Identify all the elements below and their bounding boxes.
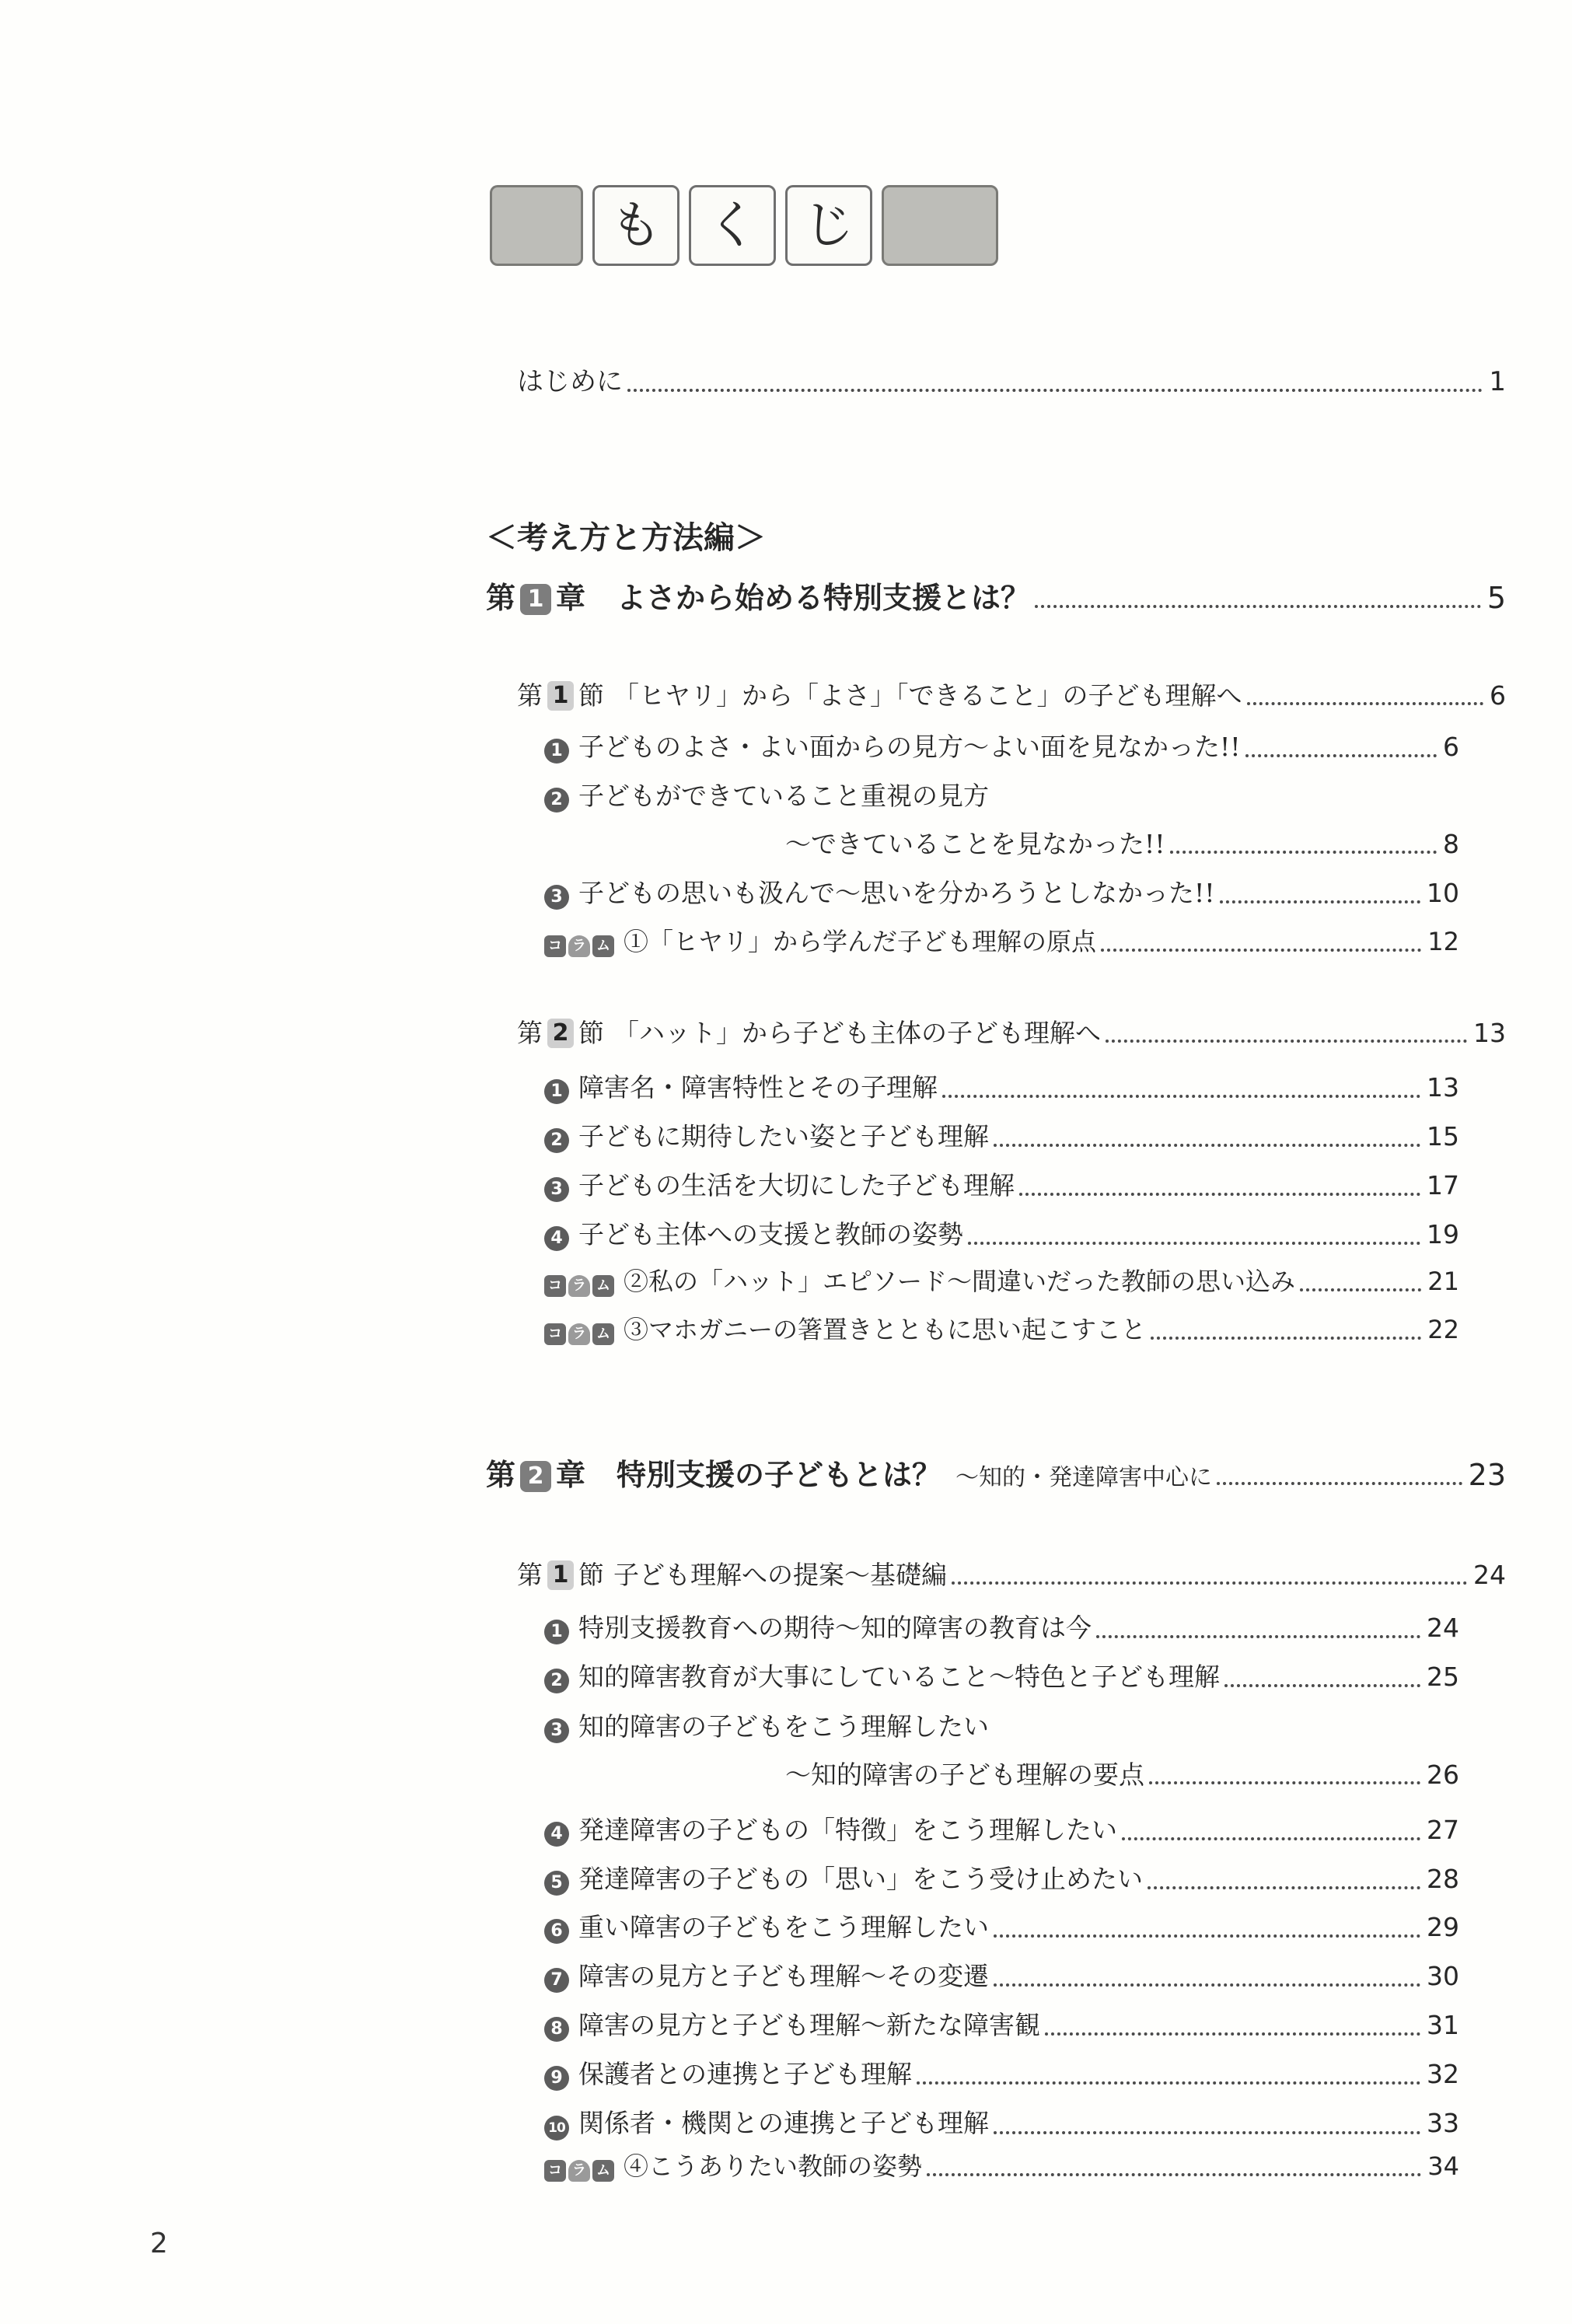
dot-leader	[1245, 754, 1437, 757]
entry-label: 知的障害の子どもをこう理解したい	[578, 1712, 989, 1742]
dot-leader	[994, 1144, 1420, 1147]
number-marker: 3	[544, 1718, 569, 1743]
chapter-title: よさから始める特別支援とは？	[617, 582, 1031, 615]
title-char-2: く	[689, 185, 776, 266]
entry-page: 26	[1427, 1760, 1459, 1790]
title-char-1: も	[592, 185, 679, 266]
dot-leader	[917, 2081, 1420, 2085]
entry-label: 発達障害の子どもの「特徴」をこう理解したい	[578, 1816, 1117, 1845]
section-title: 子ども理解への提案～基礎編	[613, 1560, 947, 1590]
toc-item[interactable]	[544, 1220, 1459, 1251]
number-marker: 3	[544, 1177, 569, 1202]
entry-label: 保護者との連携と子ども理解	[578, 2060, 912, 2089]
number-marker: 1	[544, 1079, 569, 1104]
number-marker: 2	[544, 788, 569, 813]
entry-page: 6	[1490, 681, 1506, 711]
toc-item[interactable]	[544, 1962, 1459, 1993]
entry-label: 発達障害の子どもの「思い」をこう受け止めたい	[578, 1864, 1143, 1894]
toc-section-1-1[interactable]	[517, 681, 1506, 711]
toc-title	[490, 180, 1003, 266]
entry-label: ③マホガニーの箸置きとともに思い起こすこと	[624, 1316, 1147, 1344]
entry-label: 知的障害教育が大事にしていること～特色と子ども理解	[578, 1662, 1220, 1692]
dot-leader	[1019, 1193, 1420, 1196]
entry-page: 27	[1427, 1816, 1459, 1845]
dot-leader	[1035, 605, 1481, 608]
toc-entry-intro[interactable]	[517, 367, 1506, 397]
part-heading: ＜考え方と方法編＞	[486, 520, 766, 556]
dot-leader	[1096, 1635, 1420, 1638]
title-char-3: じ	[785, 185, 872, 266]
section-number: 第 1 節	[517, 681, 604, 711]
toc-item[interactable]	[544, 781, 1459, 813]
dot-leader	[1247, 702, 1484, 705]
column-icon: コ ラ ム	[544, 935, 614, 957]
toc-item[interactable]	[544, 1816, 1459, 1847]
dot-leader	[994, 1983, 1420, 1987]
entry-label: ①「ヒヤリ」から学んだ子ども理解の原点	[624, 928, 1097, 956]
entry-page: 13	[1473, 1019, 1506, 1048]
dot-leader	[1217, 1482, 1462, 1485]
number-marker: 2	[544, 1669, 569, 1693]
entry-page: 34	[1427, 2152, 1459, 2181]
entry-page: 24	[1427, 1613, 1459, 1643]
dot-leader	[968, 1242, 1420, 1245]
dot-leader	[1170, 851, 1437, 854]
section-title: 「ヒヤリ」から「よさ」「できること」の子ども理解へ	[613, 681, 1242, 711]
entry-page: 23	[1468, 1459, 1506, 1492]
toc-item-continuation[interactable]	[785, 830, 1459, 859]
entry-page: 32	[1427, 2060, 1459, 2089]
chapter-number: 第 1 章	[486, 582, 586, 615]
entry-page: 6	[1443, 732, 1459, 762]
section-number: 第 1 節	[517, 1560, 604, 1590]
entry-label: 子どもに期待したい姿と子ども理解	[578, 1122, 989, 1152]
toc-section-2-1[interactable]	[517, 1560, 1506, 1590]
page-number: 2	[150, 2228, 168, 2259]
number-marker: 9	[544, 2066, 569, 2091]
title-deco-right	[882, 185, 998, 266]
number-marker: 4	[544, 1822, 569, 1847]
entry-page: 28	[1427, 1864, 1459, 1894]
entry-label: 障害名・障害特性とその子理解	[578, 1073, 938, 1103]
number-marker: 6	[544, 1919, 569, 1944]
entry-page: 5	[1486, 582, 1506, 615]
toc-item-continuation[interactable]	[785, 1760, 1459, 1790]
number-marker: 1	[544, 1620, 569, 1644]
number-marker: 4	[544, 1226, 569, 1251]
dot-leader	[927, 2173, 1421, 2176]
toc-column[interactable]	[544, 2152, 1459, 2182]
dot-leader	[942, 1095, 1420, 1098]
dot-leader	[1045, 2032, 1420, 2036]
entry-label: 子どもの思いも汲んで～思いを分かろうとしなかった!!	[578, 879, 1215, 908]
entry-label-cont: ～できていることを見なかった!!	[785, 830, 1165, 859]
column-icon: コ ラ ム	[544, 1275, 614, 1297]
chapter-subtitle: ～知的・発達障害中心に	[955, 1464, 1213, 1491]
entry-page: 24	[1473, 1560, 1506, 1590]
entry-page: 13	[1427, 1073, 1459, 1103]
dot-leader	[994, 1934, 1420, 1938]
number-marker: 8	[544, 2017, 569, 2042]
number-marker: 3	[544, 885, 569, 910]
number-marker: 10	[544, 2116, 569, 2141]
number-marker: 1	[544, 739, 569, 764]
toc-item[interactable]	[544, 2109, 1459, 2141]
number-marker: 5	[544, 1871, 569, 1896]
dot-leader	[994, 2131, 1420, 2134]
dot-leader	[1151, 1337, 1421, 1340]
column-icon: コ ラ ム	[544, 2160, 614, 2182]
toc-chapter-1[interactable]	[486, 582, 1506, 616]
title-deco-left	[490, 185, 583, 266]
entry-label-cont: ～知的障害の子ども理解の要点	[785, 1760, 1144, 1790]
entry-label: 子ども主体への支援と教師の姿勢	[578, 1220, 963, 1249]
section-title: 「ハット」から子ども主体の子ども理解へ	[613, 1019, 1101, 1048]
entry-label: ④こうありたい教師の姿勢	[624, 2152, 923, 2181]
toc-item[interactable]	[544, 1613, 1459, 1644]
entry-label: 障害の見方と子ども理解～新たな障害観	[578, 2011, 1040, 2040]
entry-page: 8	[1443, 830, 1459, 859]
entry-label: 子どものよさ・よい面からの見方～よい面を見なかった!!	[578, 732, 1241, 762]
entry-label: はじめに	[517, 367, 623, 397]
dot-leader	[1106, 1040, 1467, 1043]
toc-item[interactable]	[544, 2011, 1459, 2042]
toc-item[interactable]	[544, 732, 1459, 764]
number-marker: 7	[544, 1968, 569, 1993]
toc-item[interactable]	[544, 1712, 1459, 1743]
chapter-title: 特別支援の子どもとは？	[617, 1459, 942, 1492]
entry-page: 10	[1427, 879, 1459, 908]
dot-leader	[1122, 1837, 1420, 1840]
toc-item[interactable]	[544, 2060, 1459, 2091]
toc-item[interactable]	[544, 1662, 1459, 1693]
column-icon: コ ラ ム	[544, 1323, 614, 1345]
dot-leader	[1300, 1288, 1421, 1291]
toc-item[interactable]	[544, 879, 1459, 910]
entry-page: 1	[1489, 367, 1506, 397]
dot-leader	[1148, 1886, 1420, 1889]
section-number: 第 2 節	[517, 1019, 604, 1048]
entry-label: 子どもができていること重視の見方	[578, 781, 989, 811]
entry-page: 30	[1427, 1962, 1459, 1991]
entry-page: 15	[1427, 1122, 1459, 1152]
toc-item[interactable]	[544, 1171, 1459, 1202]
entry-label: 子どもの生活を大切にした子ども理解	[578, 1171, 1015, 1200]
chapter-number: 第 2 章	[486, 1459, 586, 1492]
entry-page: 33	[1427, 2109, 1459, 2138]
entry-label: 関係者・機関との連携と子ども理解	[578, 2109, 989, 2138]
entry-page: 12	[1427, 928, 1459, 956]
dot-leader	[1224, 1684, 1420, 1687]
entry-page: 25	[1427, 1662, 1459, 1692]
number-marker: 2	[544, 1128, 569, 1153]
entry-page: 22	[1427, 1316, 1459, 1344]
toc-chapter-2[interactable]	[486, 1459, 1506, 1493]
toc-item[interactable]	[544, 1864, 1459, 1896]
toc-section-1-2[interactable]	[517, 1019, 1506, 1048]
entry-label: ②私の「ハット」エピソード～間違いだった教師の思い込み	[624, 1267, 1296, 1296]
toc-column[interactable]	[544, 1316, 1459, 1345]
entry-label: 障害の見方と子ども理解～その変遷	[578, 1962, 989, 1991]
entry-page: 31	[1427, 2011, 1459, 2040]
dot-leader	[1220, 900, 1420, 903]
toc-item[interactable]	[544, 1073, 1459, 1104]
entry-label: 重い障害の子どもをこう理解したい	[578, 1913, 989, 1942]
toc-item[interactable]	[544, 1913, 1459, 1944]
dot-leader	[1101, 949, 1421, 952]
toc-column[interactable]	[544, 1267, 1459, 1297]
toc-column[interactable]	[544, 928, 1459, 957]
dot-leader	[1149, 1781, 1420, 1784]
entry-page: 29	[1427, 1913, 1459, 1942]
dot-leader	[952, 1581, 1467, 1585]
toc-item[interactable]	[544, 1122, 1459, 1153]
entry-label: 特別支援教育への期待～知的障害の教育は今	[578, 1613, 1092, 1643]
entry-page: 21	[1427, 1267, 1459, 1296]
entry-page: 19	[1427, 1220, 1459, 1249]
entry-page: 17	[1427, 1171, 1459, 1200]
dot-leader	[627, 389, 1483, 392]
